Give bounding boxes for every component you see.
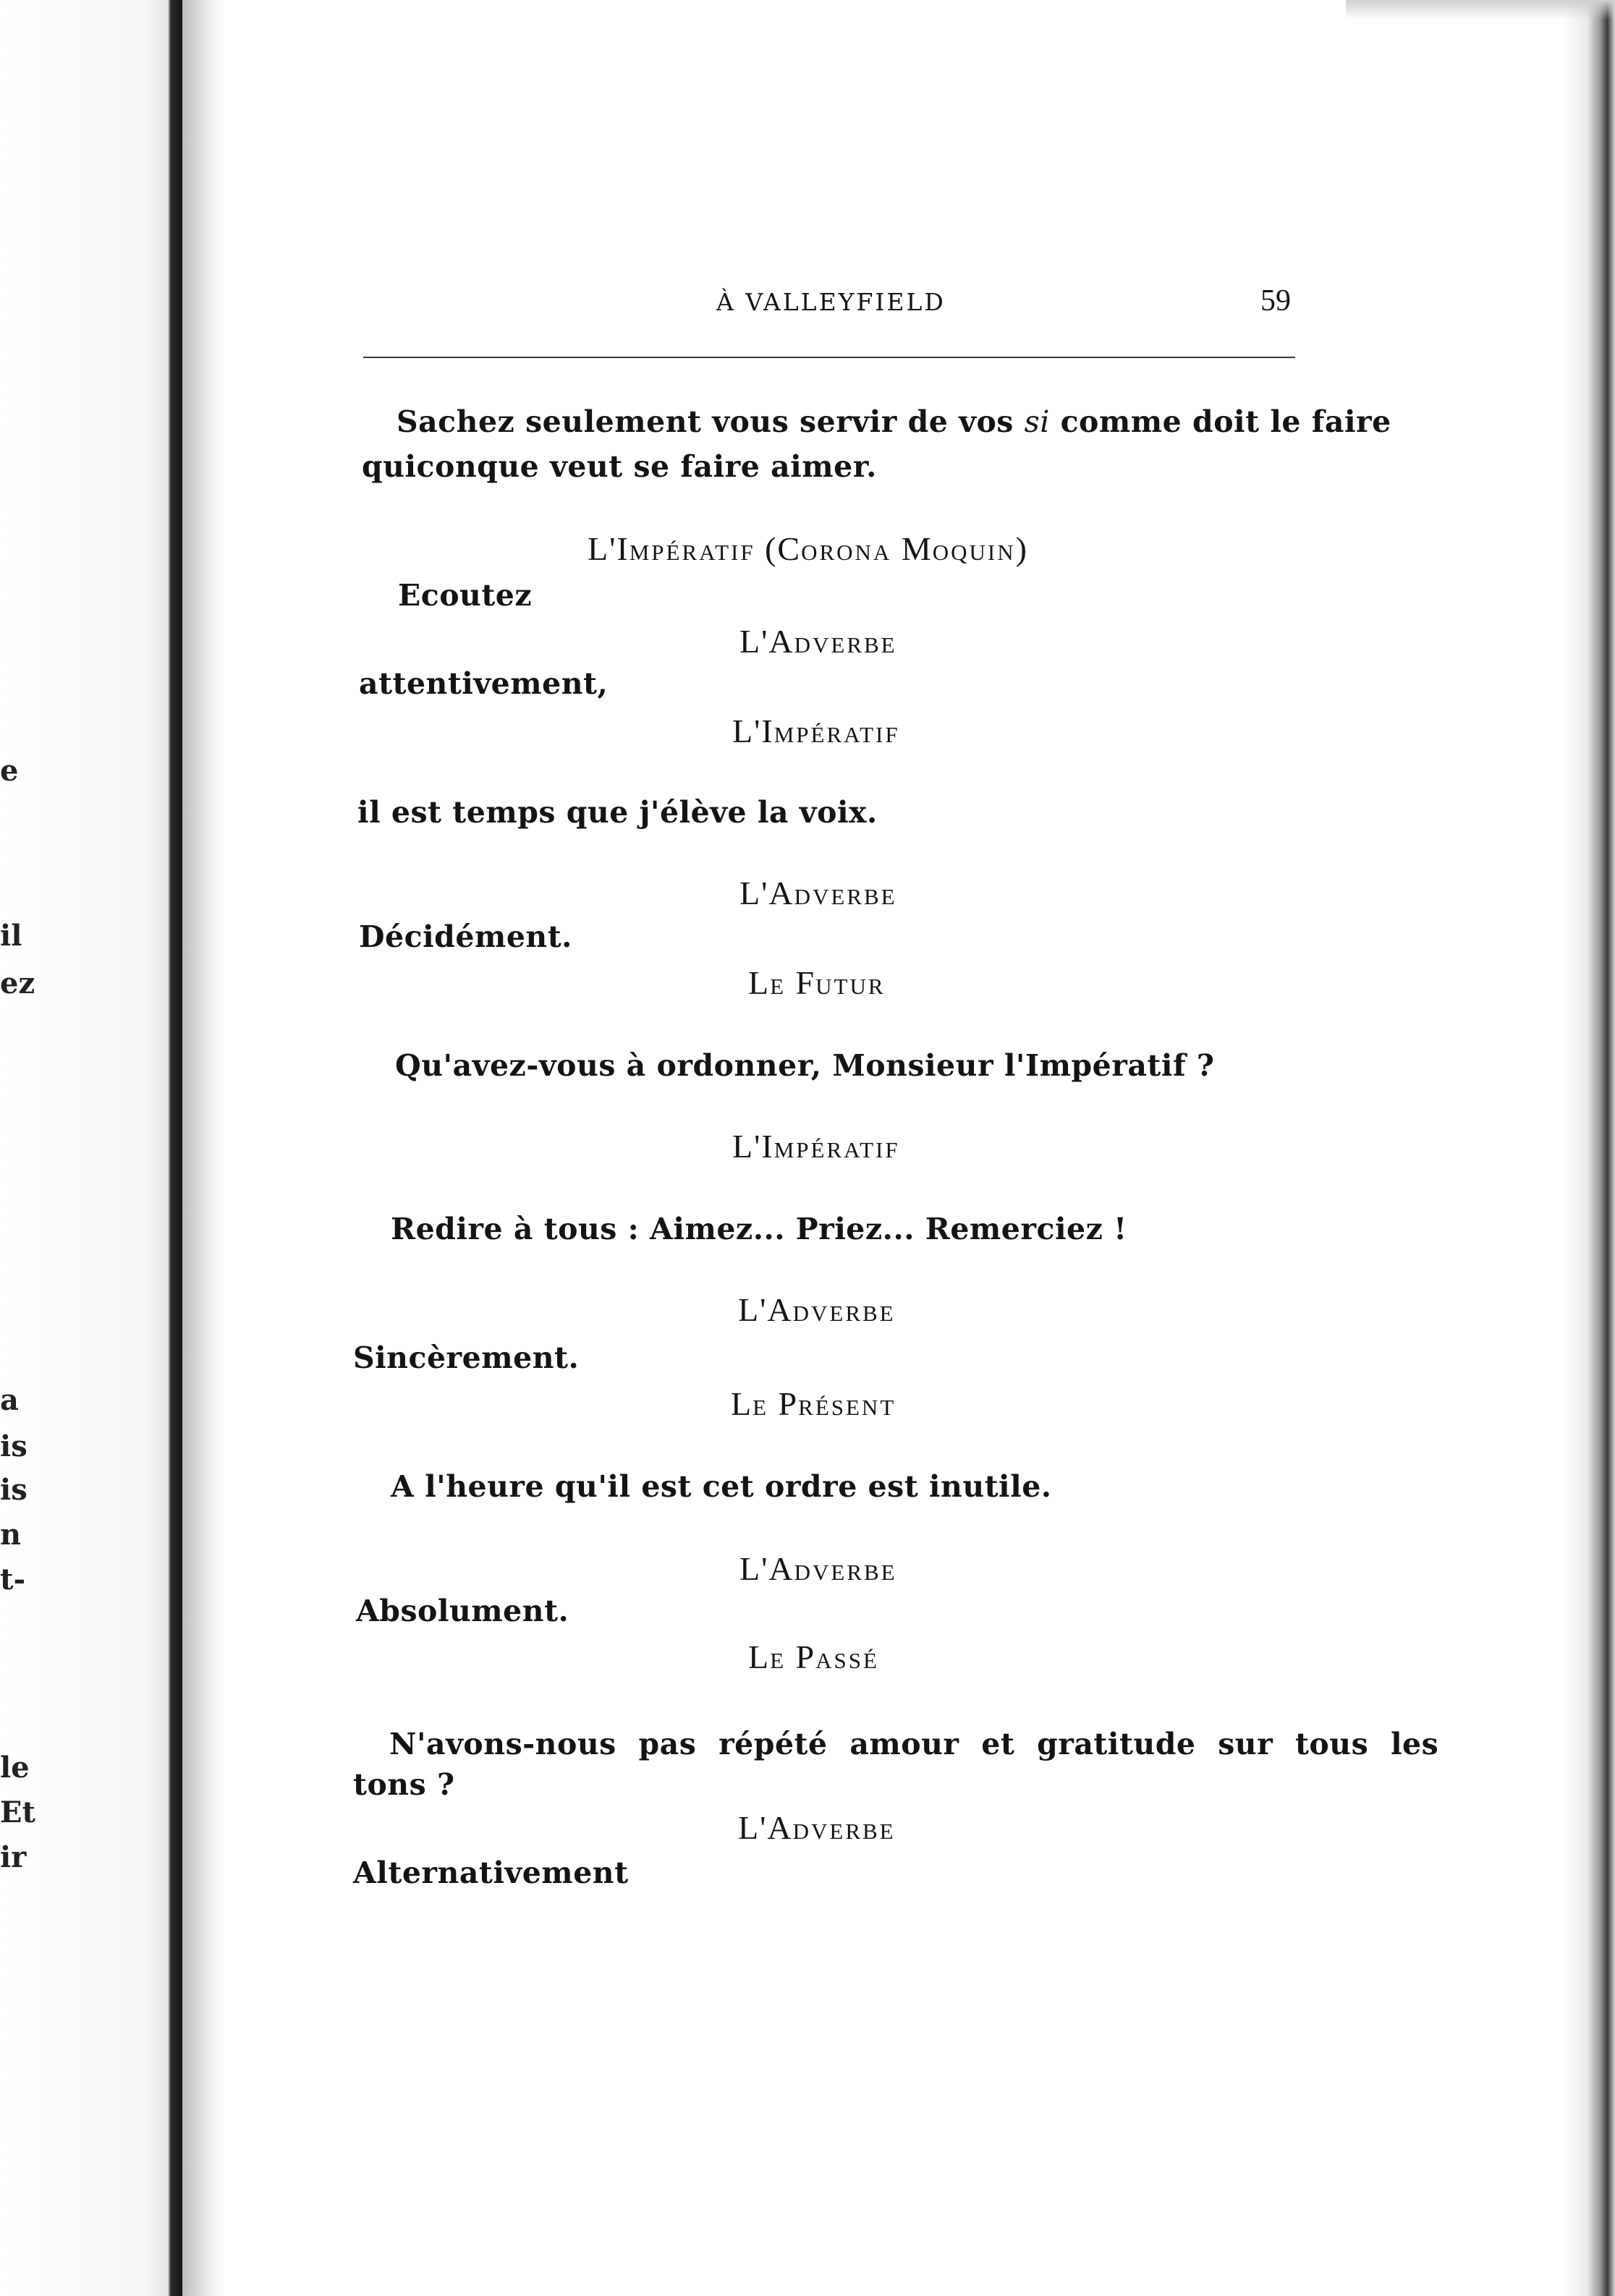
- intro-line-2: quiconque veut se faire aimer.: [362, 449, 877, 484]
- speaker-adverbe: L'ADVERBE: [739, 875, 897, 911]
- fragment: is: [0, 1473, 27, 1507]
- line-decidement: Décidément.: [359, 919, 572, 954]
- speaker-adverbe: L'ADVERBE: [738, 1291, 896, 1328]
- fragment: le: [0, 1751, 30, 1785]
- intro-line-1: Sachez seulement vous servir de vos si comme doit le faire: [397, 404, 1391, 439]
- fragment: is: [0, 1429, 27, 1463]
- speaker-adverbe: L'ADVERBE: [739, 1550, 897, 1587]
- page-number: 59: [1260, 284, 1291, 318]
- line-heure: A l'heure qu'il est cet ordre est inutile.: [391, 1469, 1052, 1504]
- speaker-imperatif: L'IMPÉRATIF: [732, 1128, 900, 1165]
- fragment: t-: [0, 1562, 26, 1596]
- fragment: n: [0, 1518, 22, 1552]
- fragment: e: [0, 754, 19, 788]
- line-ordonner: Qu'avez-vous à ordonner, Monsieur l'Impératif ?: [395, 1048, 1215, 1083]
- speaker-adverbe: L'ADVERBE: [738, 1809, 896, 1846]
- speaker-imperatif: L'IMPÉRATIF: [732, 713, 900, 749]
- speaker-adverbe: L'ADVERBE: [739, 623, 897, 660]
- line-redire: Redire à tous : Aimez... Priez... Remerciez !: [391, 1212, 1127, 1246]
- fragment: a: [0, 1383, 19, 1417]
- running-head: À VALLEYFIELD: [716, 288, 946, 316]
- speaker-present: LE PRÉSENT: [731, 1385, 896, 1422]
- line-ecoutez: Ecoutez: [398, 578, 533, 613]
- line-attentivement: attentivement,: [359, 666, 609, 701]
- line-alternativement: Alternativement: [353, 1855, 629, 1890]
- fragment: ez: [0, 966, 35, 1000]
- line-temps: il est temps que j'élève la voix.: [357, 795, 878, 830]
- line-absolument: Absolument.: [356, 1594, 569, 1628]
- fragment: il: [0, 919, 22, 953]
- line-sincerement: Sincèrement.: [353, 1340, 580, 1375]
- line-repete-2: tons ?: [353, 1767, 455, 1802]
- header-rule: [363, 357, 1295, 358]
- fragment: Et: [0, 1795, 35, 1829]
- speaker-imperatif-corona-moquin: L'IMPÉRATIF (CORONA MOQUIN): [588, 530, 1028, 567]
- speaker-futur: LE FUTUR: [748, 964, 886, 1001]
- speaker-passe: LE PASSÉ: [748, 1638, 879, 1675]
- fragment: ir: [0, 1840, 27, 1874]
- italic-si: si: [1024, 404, 1050, 439]
- line-repete-1: N'avons-nous pas répété amour et gratitude sur tous les: [389, 1727, 1439, 1761]
